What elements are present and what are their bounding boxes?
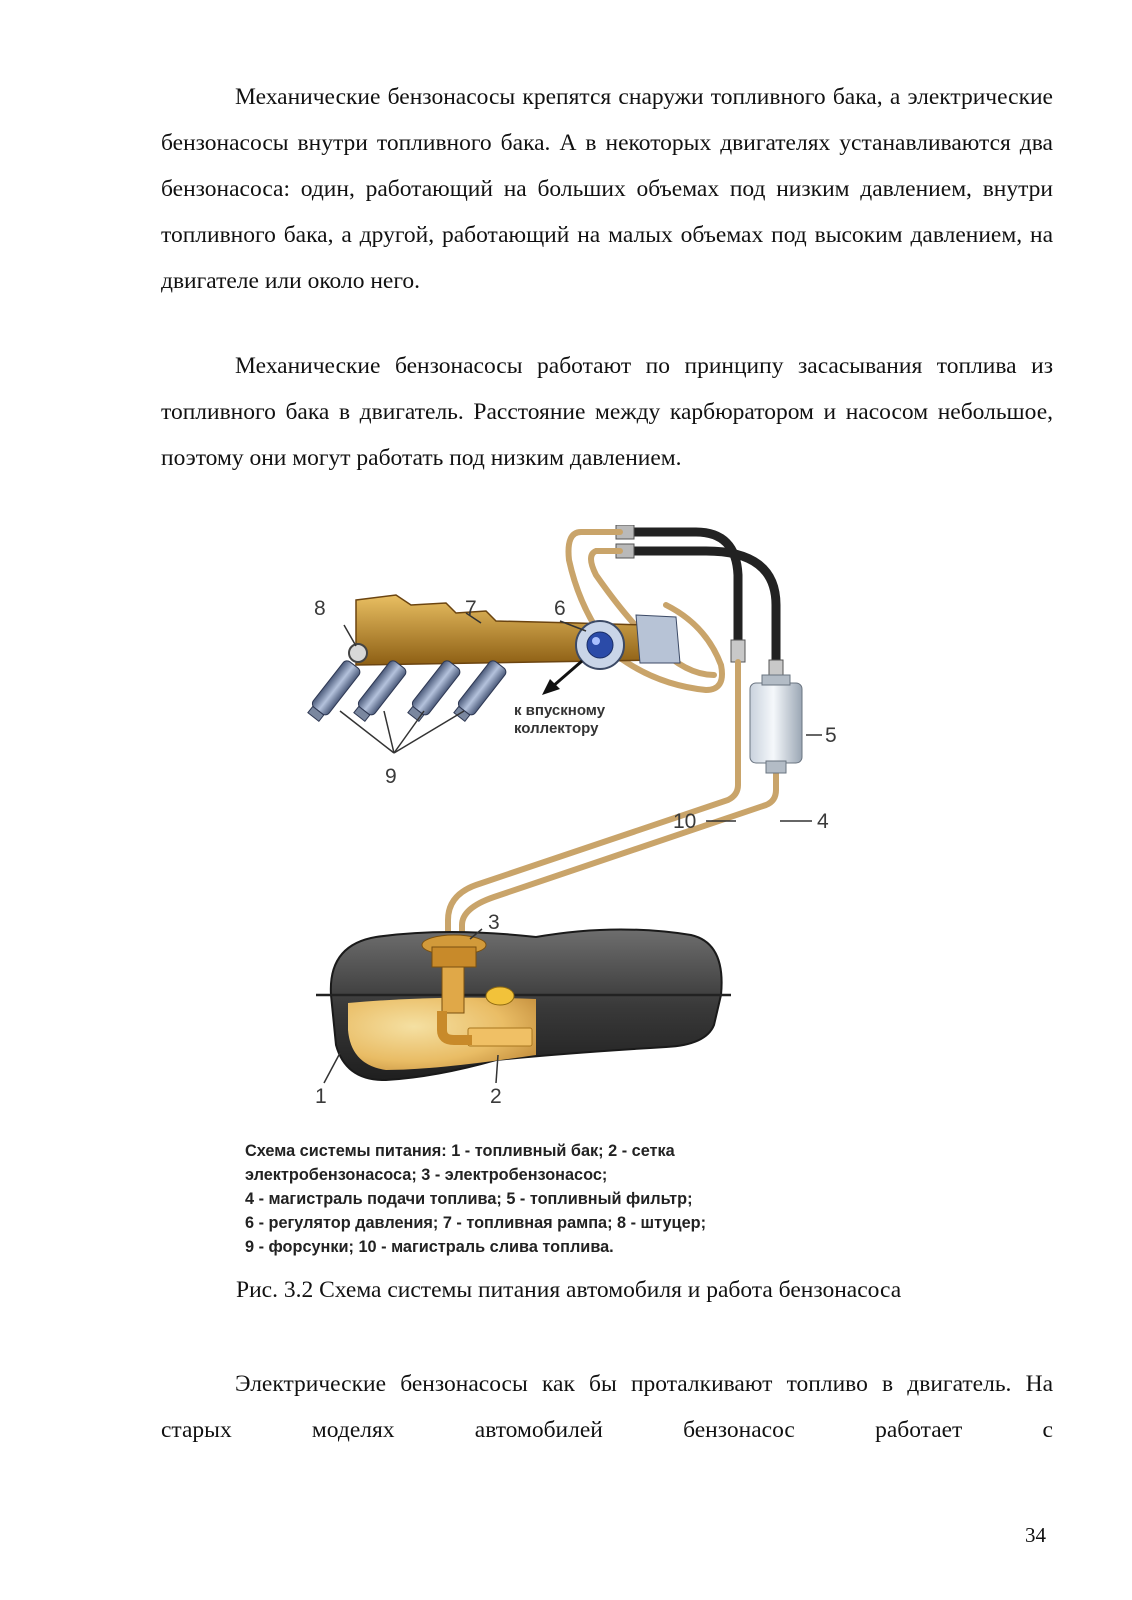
paragraph-1-text: Механические бензонасосы крепятся снаружи топливного бака, а электрические бензонасосы внутри топливного бака. А в некоторых двигателях устанавливаются два бензонасоса: один, работающий на больших объемах под низким давлением, внутри топливного бака, а другой, работающий на малых объемах под высоким давлением, на двигателе или около него. <box>161 84 1053 294</box>
paragraph-1 <box>161 74 1053 304</box>
fuel-system-diagram <box>236 525 856 1135</box>
paragraph-3 <box>161 1361 1053 1453</box>
label-2: 2 <box>490 1085 502 1108</box>
paragraph-2 <box>161 343 1053 481</box>
label-7: 7 <box>465 597 477 620</box>
label-8: 8 <box>314 597 326 620</box>
paragraph-2-text: Механические бензонасосы работают по принципу засасывания топлива из топливного бака в двигатель. Расстояние между карбюратором и насосом небольшое, поэтому они могут работать под низким давлением. <box>161 353 1053 471</box>
fuel-filter <box>750 675 802 773</box>
label-10: 10 <box>673 810 697 833</box>
page-number: 34 <box>1025 1523 1046 1547</box>
legend-line: 6 - регулятор давления; 7 - топливная рампа; 8 - штуцер; <box>245 1214 706 1232</box>
pressure-regulator <box>576 621 624 669</box>
label-1: 1 <box>315 1085 327 1108</box>
intake-arrow <box>542 661 582 695</box>
fuel-tank <box>316 929 731 1080</box>
arrow-label-line-2: коллектору <box>514 720 599 737</box>
label-6: 6 <box>554 597 566 620</box>
fuel-system-figure <box>236 525 856 1265</box>
fuel-rail <box>356 595 680 665</box>
fuel-lines <box>448 532 776 945</box>
paragraph-3-text: Электрические бензонасосы как бы проталкивают топливо в двигатель. На старых моделях автомобилей бензонасос работает с <box>161 1371 1053 1443</box>
fitting <box>349 644 367 662</box>
figure-legend <box>245 1139 865 1259</box>
label-4: 4 <box>817 810 829 833</box>
label-3: 3 <box>488 911 500 934</box>
legend-line: электробензонасоса; 3 - электробензонасос; <box>245 1166 608 1184</box>
injectors <box>305 659 507 723</box>
label-5: 5 <box>825 724 837 747</box>
label-9: 9 <box>385 765 397 788</box>
legend-line: 4 - магистраль подачи топлива; 5 - топливный фильтр; <box>245 1190 693 1208</box>
arrow-label-line-1: к впускному <box>514 702 606 719</box>
legend-line: 9 - форсунки; 10 - магистраль слива топлива. <box>245 1238 614 1256</box>
legend-line: Схема системы питания: 1 - топливный бак; 2 - сетка <box>245 1142 675 1160</box>
injector-pointers <box>340 711 464 753</box>
figure-caption: Рис. 3.2 Схема системы питания автомобиля и работа бензонасоса <box>236 1277 902 1303</box>
